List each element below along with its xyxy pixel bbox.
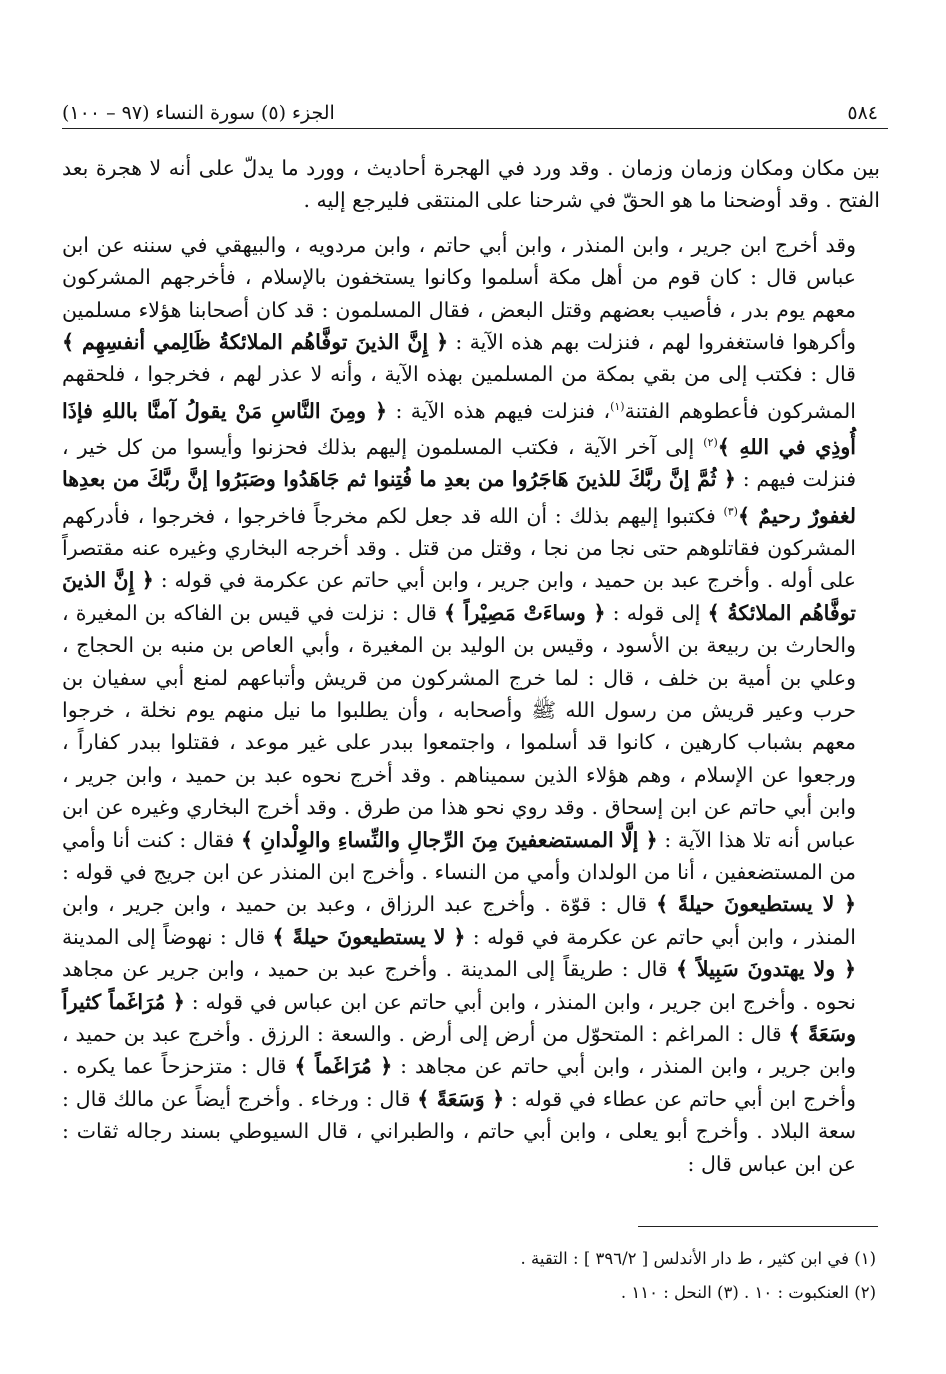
text-run: قال : نهوضاً إلى المدينة [62,924,273,949]
text-run: قال : متزحزحاً عما يكره . وأخرج ابن أبي حاتم عن عطاء في قوله : [62,1054,856,1111]
text-run: إلى آخر الآية ، فكتب المسلمون إليهم بذلك فحزنوا وأيسوا من كل خير ، فنزلت فيهم : [62,434,856,492]
quran-quote: ﴿ ومِنَ النَّاسِ مَنْ يقولُ آمنَّا باللهِ فإذَا أُوذِي في اللهِ ﴾ [62,398,856,459]
header-rule [62,128,888,129]
quran-quote: ﴿ إِنَّ الذينَ توفَّاهُم الملائكةُ ﴾ [62,568,856,625]
footnote: (١) في ابن كثير ، ط دار الأندلس [ ٣٩٦/٢ ] : التقية . [520,1249,876,1268]
running-title: الجزء (٥) سورة النساء (٩٧ – ١٠٠) [62,102,335,124]
quran-quote: ﴿ وساءَتْ مَصِيْراً ﴾ [444,600,606,625]
footnote-ref: (٣) [723,504,738,518]
text-run: وقد أخرج ابن جرير ، وابن المنذر ، وابن أبي حاتم ، وابن مردويه ، والبيهقي في سننه عن ابن عباس قال : كان قوم من أهل مكة أسلموا وكانوا يستخفون بالإسلام ، فأخرجهم المشركون معهم يوم بدر ، فأصيب بعضهم وقتل البعض ، فقال المسلمون : قد كان أصحابنا هؤلاء مسلمين وأكرهوا فاستغفروا لهم ، فنزلت بهم هذه الآية : [62,232,857,355]
text-run: قال : فكتب إلى من بقي بمكة من المسلمين بهذه الآية ، وأنه لا عذر لهم ، فخرجوا ، فلحقهم المشركون فأعطوهم الفتنة [62,362,856,423]
quran-quote: ﴿ وَسَعَةً ﴾ [417,1086,505,1111]
footnote-ref: (١) [610,399,625,413]
text-run: إلى قوله : [605,600,708,625]
quran-quote: ﴿ إلَّا المستضعفينَ مِنَ الرِّجالِ والنِّساءِ والوِلْدانِ ﴾ [241,827,658,852]
page-number: ٥٨٤ [847,102,878,124]
quran-quote: ﴿ مُرَاغَماً كثيراً وسَعَةً ﴾ [62,989,856,1047]
footnote-ref: (٢) [703,436,718,450]
text-run: فقال : كنت أنا وأمي من المستضعفين ، أنا من الولدان وأمي من النساء . وأخرج ابن المنذر عن ابن جريج في قوله : [62,827,856,885]
footnote: (٢) العنكبوت : ١٠ . (٣) النحل : ١١٠ . [620,1283,876,1302]
quran-quote: ﴿ ولا يهتدونَ سَبِيلاً ﴾ [675,957,856,982]
text-run: قال : ورخاء . وأخرج أيضاً عن مالك قال : سعة البلاد . وأخرج أبو يعلى ، وابن أبي حاتم ، والطبراني ، قال السيوطي بسند رجاله ثقات : عن ابن عباس قال : [62,1086,856,1176]
quran-quote: ﴿ ثُمَّ إنَّ ربَّكَ للذينَ هَاجَرُوا من بعدِ ما فُتِنوا ثم جَاهَدُوا وصَبَرُوا إنَّ ربَّكَ من بعدِها لغفورٌ رحيمٌ ﴾ [62,467,856,528]
page-header [62,92,878,124]
paragraph [62,229,880,1180]
text-run: بين مكان ومكان وزمان وزمان . وقد ورد في الهجرة أحاديث ، وورد ما يدلّ على أنه لا هجرة بعد الفتح . وقد أوضحنا ما هو الحقّ في شرحنا على المنتقى فليرجع إليه . [62,156,880,213]
quran-quote: ﴿ لا يستطيعونَ حيلةً ﴾ [656,892,856,917]
text-run: قال : المراغم : المتحوّل من أرض إلى أرض . والسعة : الرزق . وأخرج عبد بن حميد ، وابن جرير ، وابن المنذر ، وابن أبي حاتم عن مجاهد : [62,1022,857,1079]
quran-quote: ﴿ مُرَاغَماً ﴾ [294,1054,393,1079]
footnote-rule [638,1226,878,1227]
footnotes [62,1242,876,1310]
text-run: قال : طريقاً إلى المدينة . وأخرج عبد بن حميد ، وابن جرير عن مجاهد نحوه . وأخرج ابن جرير ، وابن المنذر ، وابن أبي حاتم عن ابن عباس في قوله : [62,957,857,1014]
quran-quote: ﴿ إِنَّ الذينَ توفَّاهُم الملائكةُ ظَالِمي أنفسِهِم ﴾ [62,330,449,355]
text-run: ، فنزلت فيهم هذه الآية : [387,398,611,423]
text-run: قال : نزلت في قيس بن الفاكه بن المغيرة ، والحارث بن ربيعة بن الأسود ، وقيس بن الوليد بن المغيرة ، وأبي العاص بن منبه بن الحجاج ، وعلي بن أمية بن خلف ، قال : لما خرج المشركون من قريش وأتباعهم لمنع أبي سفيان بن حرب وعير قريش من رسول الله ﷺ وأصحابه ، وأن يطلبوا ما نيل منهم يوم نخلة ، خرجوا معهم بشباب كارهين ، كانوا قد أسلموا ، واجتمعوا ببدر على غير موعد ، فقتلوا ببدر كفاراً ، ورجعوا عن الإسلام ، وهم هؤلاء الذين سميناهم . وقد أخرج نحوه عبد بن حميد ، وابن جرير ، وابن أبي حاتم عن ابن إسحاق . وقد روي نحو هذا من طرق . وقد أخرج البخاري وغيره عن ابن عباس أنه تلا هذا الآية : [62,600,857,852]
text-run: فكتبوا إليهم بذلك : أن الله قد جعل لكم مخرجاً فاخرجوا ، فخرجوا ، فأدركهم المشركون فقاتلوهم حتى نجا من نجا ، وقتل من قتل . وقد أخرجه البخاري وغيره عنه مقتصراً على أوله . وأخرج عبد بن حميد ، وابن جرير ، وابن أبي حاتم عن عكرمة في قوله : [62,503,856,593]
quran-quote: ﴿ لا يستطيعونَ حيلةً ﴾ [272,924,466,949]
paragraph [62,152,880,217]
text-run: قال : قوّة . وأخرج عبد الرزاق ، وعبد بن حميد ، وابن جرير ، وابن المنذر ، وابن أبي حاتم عن عكرمة في قوله : [62,892,856,949]
body-text [62,152,880,1180]
